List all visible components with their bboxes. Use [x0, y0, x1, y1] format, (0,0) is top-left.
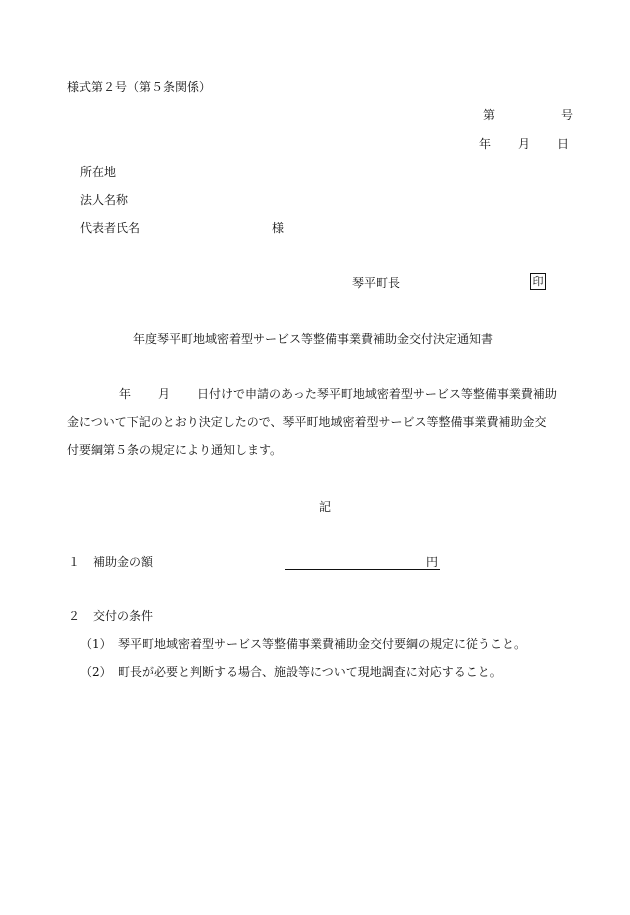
honorific: 様 [272, 221, 285, 235]
body-month: 月 [158, 387, 171, 401]
form-header: 様式第２号（第５条関係） [67, 80, 212, 94]
address-label: 所在地 [80, 165, 117, 179]
ki-heading: 記 [319, 500, 332, 514]
condition-1-text: 琴平町地域密着型サービス等整備事業費補助金交付要綱の規定に従うこと。 [118, 637, 527, 651]
condition-2-number: （2） [80, 665, 112, 679]
body-line-1: 日付けで申請のあった琴平町地域密着型サービス等整備事業費補助 [197, 387, 557, 401]
item-2-number: ２ [68, 609, 81, 623]
condition-2-text: 町長が必要と判断する場合、施設等について現地調査に対応すること。 [118, 665, 502, 679]
item-2-label: 交付の条件 [93, 609, 154, 623]
document-title: 年度琴平町地域密着型サービス等整備事業費補助金交付決定通知書 [133, 332, 494, 346]
amount-field [285, 555, 440, 570]
seal-box: 印 [530, 273, 546, 290]
body-year: 年 [119, 387, 132, 401]
date-month: 月 [518, 137, 531, 151]
date-year: 年 [479, 137, 492, 151]
representative-name-label: 代表者氏名 [80, 221, 141, 235]
date-day: 日 [557, 137, 570, 151]
corporation-name-label: 法人名称 [80, 193, 129, 207]
amount-unit: 円 [425, 555, 438, 569]
doc-number-suffix: 号 [561, 108, 574, 122]
item-1-label: 補助金の額 [93, 555, 154, 569]
body-line-2: 金について下記のとおり決定したので、琴平町地域密着型サービス等整備事業費補助金交 [67, 415, 547, 429]
condition-1-number: （1） [80, 637, 112, 651]
item-1-number: １ [68, 555, 81, 569]
issuer-title: 琴平町長 [352, 276, 401, 290]
body-line-3: 付要綱第５条の規定により通知します。 [67, 443, 283, 457]
doc-number-prefix: 第 [483, 108, 496, 122]
